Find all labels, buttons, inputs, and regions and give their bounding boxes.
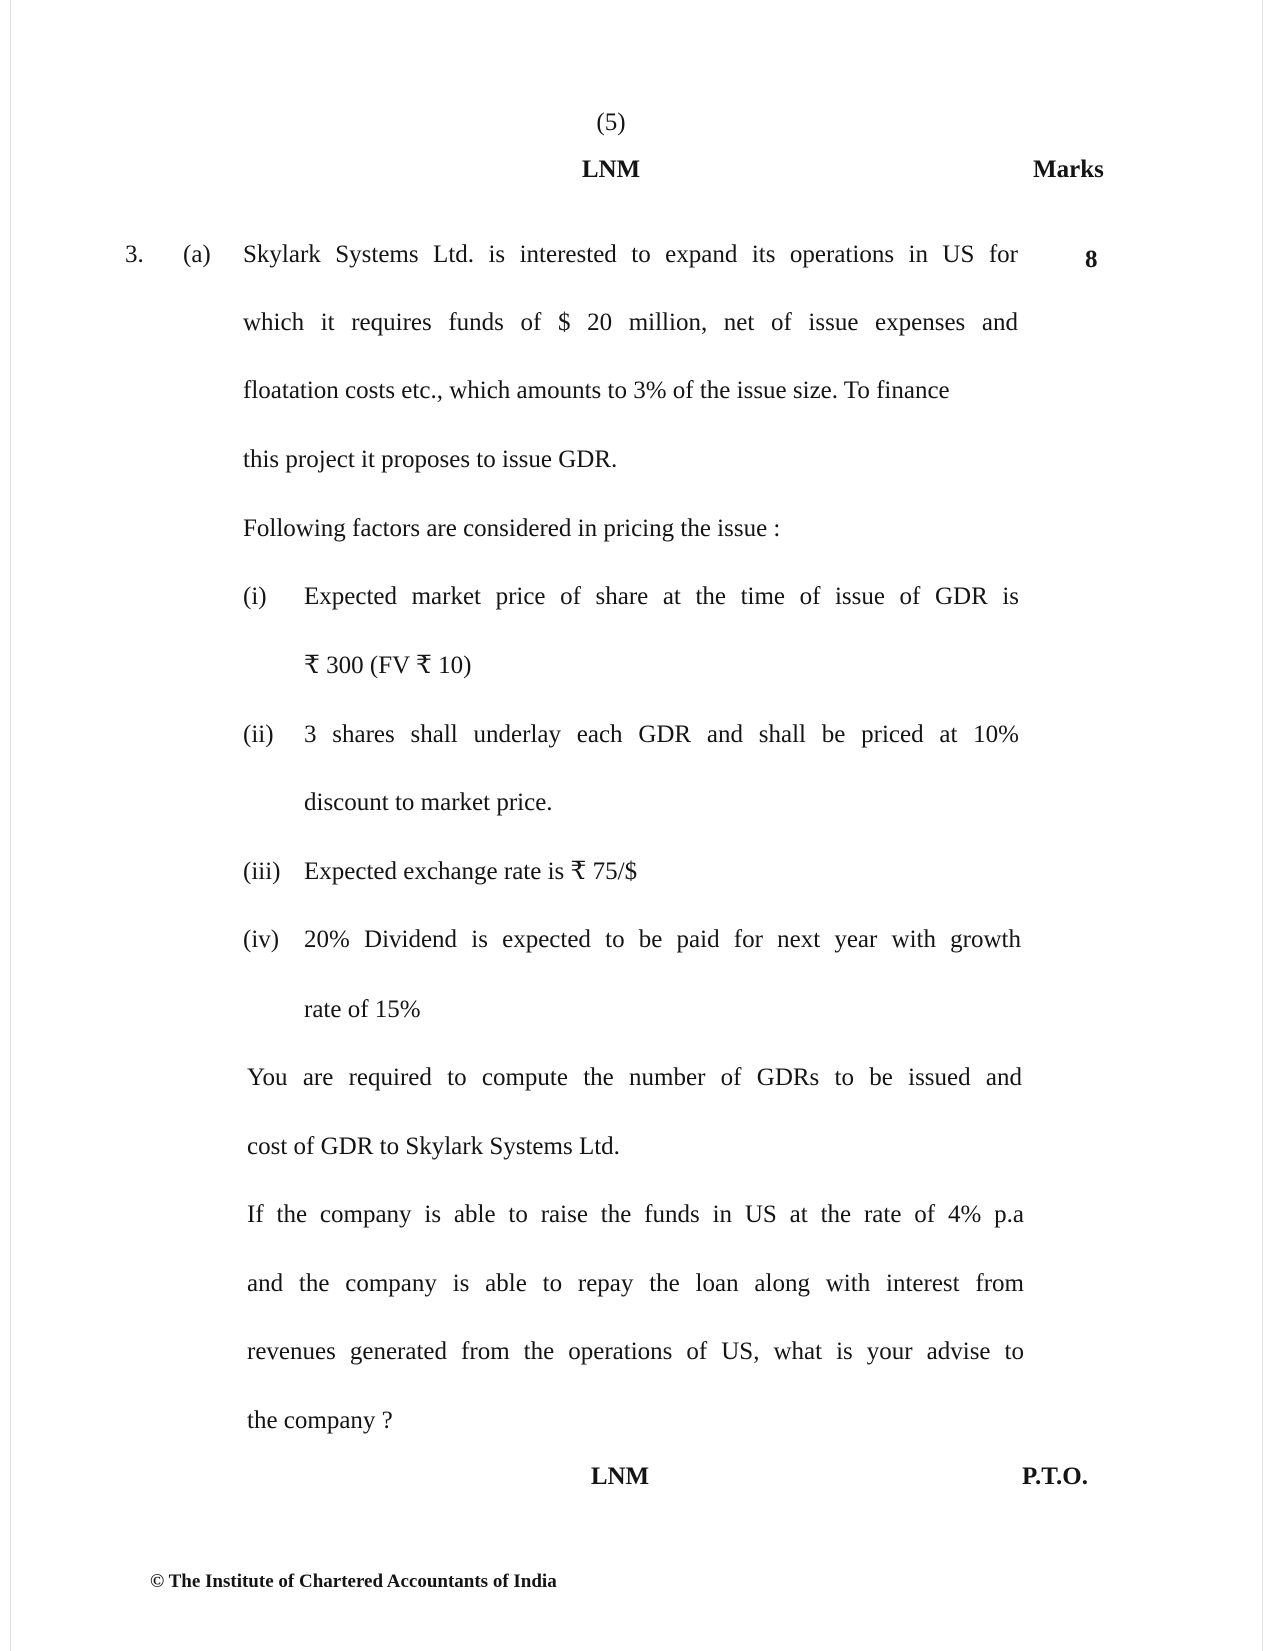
header-paper-code: LNM xyxy=(581,156,641,183)
question-part-label: (a) xyxy=(183,241,211,268)
factor-label-i: (i) xyxy=(243,583,267,610)
factor-label-ii: (ii) xyxy=(243,721,274,748)
factor-iv-line-1: 20% Dividend is expected to be paid for next year with growth xyxy=(304,926,1021,953)
intro-line-1: Skylark Systems Ltd. is interested to expand its operations in US for xyxy=(243,241,1018,268)
page-number: (5) xyxy=(596,109,626,136)
factor-ii-line-2: discount to market price. xyxy=(304,789,553,816)
page-edge-right xyxy=(1262,0,1263,1651)
footer-paper-code: LNM xyxy=(590,1463,650,1490)
factor-iv-line-2: rate of 15% xyxy=(304,996,421,1023)
advice-line-2: and the company is able to repay the loan along with interest from xyxy=(247,1270,1024,1297)
requirement-line-2: cost of GDR to Skylark Systems Ltd. xyxy=(247,1133,620,1160)
intro-line-3: floatation costs etc., which amounts to 3% of the issue size. To finance xyxy=(243,377,950,404)
factor-i-line-2: ₹ 300 (FV ₹ 10) xyxy=(304,652,472,679)
advice-line-4: the company ? xyxy=(247,1407,393,1434)
advice-line-1: If the company is able to raise the funds in US at the rate of 4% p.a xyxy=(247,1201,1024,1228)
intro-line-4: this project it proposes to issue GDR. xyxy=(243,446,618,473)
factor-label-iii: (iii) xyxy=(243,858,281,885)
factor-iii-line-1: Expected exchange rate is ₹ 75/$ xyxy=(304,858,638,885)
factor-ii-line-1: 3 shares shall underlay each GDR and shall be priced at 10% xyxy=(304,721,1019,748)
marks-column-heading: Marks xyxy=(1033,156,1104,183)
factor-i-line-1: Expected market price of share at the time of issue of GDR is xyxy=(304,583,1019,610)
question-number: 3. xyxy=(125,241,144,268)
advice-line-3: revenues generated from the operations of US, what is your advise to xyxy=(247,1338,1024,1365)
page-edge-left xyxy=(10,0,11,1651)
copyright-notice: © The Institute of Chartered Accountants of India xyxy=(150,1571,557,1592)
please-turn-over: P.T.O. xyxy=(1022,1463,1088,1490)
factor-label-iv: (iv) xyxy=(243,926,280,953)
question-marks: 8 xyxy=(1085,246,1098,273)
intro-line-2: which it requires funds of $ 20 million, net of issue expenses and xyxy=(243,309,1018,336)
requirement-line-1: You are required to compute the number of GDRs to be issued and xyxy=(247,1064,1022,1091)
factors-heading: Following factors are considered in pricing the issue : xyxy=(243,515,781,542)
